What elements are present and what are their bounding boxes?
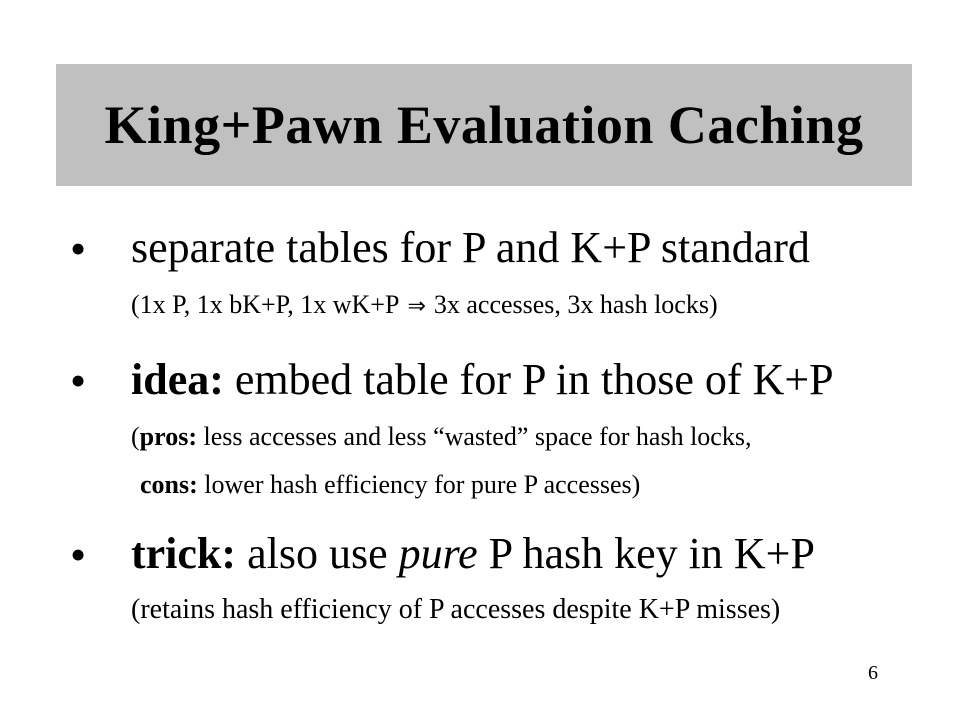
bullet-3-text bbox=[131, 529, 815, 578]
bullet-3-marker: • bbox=[70, 529, 87, 580]
implies-arrow-icon: ⇒ bbox=[407, 294, 426, 319]
bullet-3-pre: also use bbox=[236, 529, 399, 578]
bullet-3-post: P hash key in K+P bbox=[477, 529, 815, 578]
bullet-2-keyword: idea: bbox=[131, 355, 224, 404]
cons-text: lower hash efficiency for pure P accesses) bbox=[197, 470, 641, 499]
bullet-1-marker: • bbox=[70, 223, 87, 274]
bullet-3-emphasis: pure bbox=[398, 529, 478, 578]
bullet-2-rest: embed table for P in those of K+P bbox=[223, 355, 834, 404]
bullet-2-subtext-2 bbox=[140, 472, 640, 498]
bullet-3-keyword: trick: bbox=[131, 529, 237, 578]
bullet-1-sub-post: 3x accesses, 3x hash locks) bbox=[433, 290, 718, 319]
title-bar bbox=[56, 64, 912, 186]
bullet-2-subtext-1 bbox=[131, 424, 751, 450]
slide-title: King+Pawn Evaluation Caching bbox=[104, 95, 864, 155]
bullet-1-sub-pre: (1x P, 1x bK+P, 1x wK+P bbox=[131, 290, 400, 319]
pros-text: less accesses and less “wasted” space for hash locks, bbox=[196, 422, 752, 451]
bullet-1-subtext bbox=[131, 292, 718, 318]
bullet-1-text: separate tables for P and K+P standard bbox=[131, 223, 810, 272]
bullet-2-marker: • bbox=[70, 355, 87, 406]
page-number: 6 bbox=[868, 662, 878, 684]
bullet-3-subtext: (retains hash efficiency of P accesses despite K+P misses) bbox=[131, 594, 781, 625]
pros-label: pros: bbox=[139, 422, 197, 451]
cons-label: cons: bbox=[140, 470, 198, 499]
bullet-2-paren-open: ( bbox=[131, 422, 140, 451]
bullet-2-text bbox=[131, 355, 834, 404]
